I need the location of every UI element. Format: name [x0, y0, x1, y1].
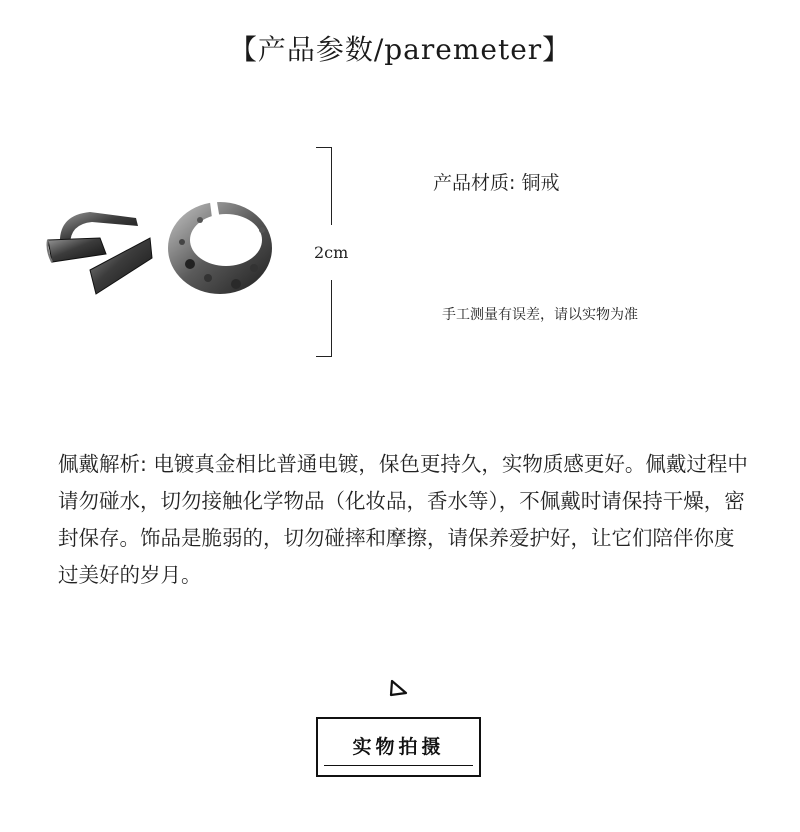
dimension-bracket-top	[316, 147, 332, 225]
material-text: 产品材质: 铜戒	[433, 172, 560, 194]
wearing-description: 佩戴解析: 电镀真金相比普通电镀，保色更持久，实物质感更好。佩戴过程中请勿碰水，切勿接触化学物品（化妆品，香水等），不佩戴时请保持干燥，密封保存。饰品是脆弱的，切勿碰摔和摩擦，请保养爱护好，让它们陪伴你度过美好的岁月。	[58, 452, 748, 587]
triangle-outline-icon	[388, 678, 410, 698]
real-photo-label: 实物拍摄	[324, 725, 473, 766]
dimension-bracket-bottom	[316, 280, 332, 357]
ring-left	[48, 212, 153, 294]
real-photo-badge	[316, 717, 481, 777]
page-title: 【产品参数/paremeter】	[228, 33, 572, 66]
ring-right	[168, 196, 272, 294]
measurement-disclaimer: 手工测量有误差，请以实物为准	[442, 307, 638, 323]
rings-photo	[40, 190, 280, 310]
size-label: 2cm	[314, 243, 349, 262]
